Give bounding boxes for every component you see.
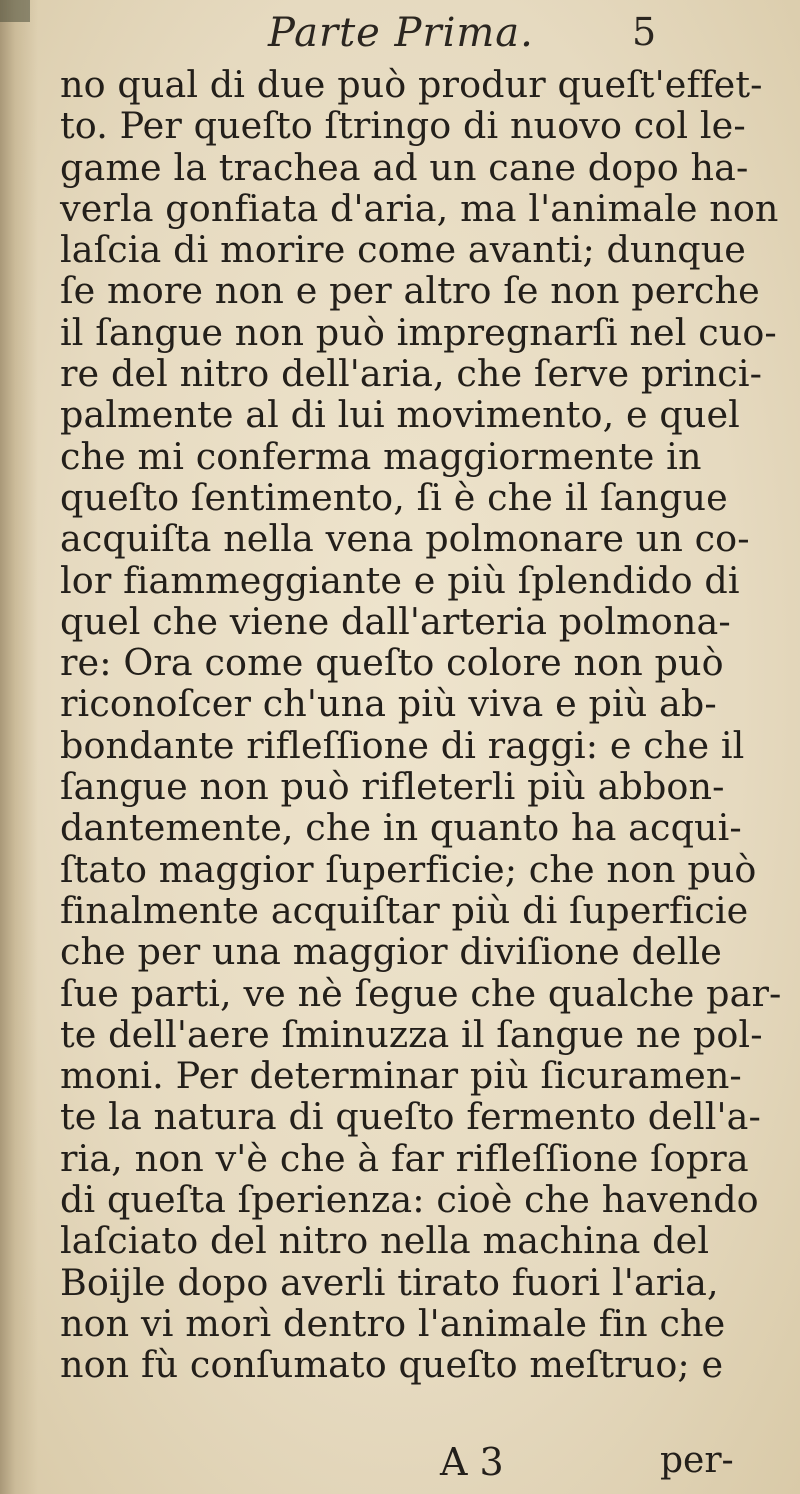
text-line: ſtato maggior ſuperficie; che non può xyxy=(60,847,757,891)
text-line: non fù conſumato queſto meſtruo; e xyxy=(60,1343,724,1387)
page-header xyxy=(0,4,800,66)
text-line: te dell'aere ſminuzza il ſangue ne pol- xyxy=(60,1012,763,1056)
text-line: dantemente, che in quanto ha acqui- xyxy=(60,806,742,850)
signature-mark: A 3 xyxy=(440,1440,504,1484)
text-line: riconoſcer ch'una più viva e più ab- xyxy=(60,682,717,726)
page-number: 5 xyxy=(632,10,657,54)
text-line: laſcia di morire come avanti; dunque xyxy=(60,228,746,272)
text-line: che mi conferma maggiormente in xyxy=(60,434,702,478)
text-line: ſe more non e per altro ſe non perche xyxy=(60,269,760,313)
body-text xyxy=(60,64,790,1386)
binding-shadow xyxy=(0,0,38,1494)
text-line: palmente al di lui movimento, e quel xyxy=(60,393,740,437)
text-line: bondante rifleſſione di raggi: e che il xyxy=(60,723,745,767)
running-head: Parte Prima. xyxy=(268,10,534,56)
text-line: verla gonfiata d'aria, ma l'animale non xyxy=(60,186,779,230)
text-line: Boijle dopo averli tirato fuori l'aria, xyxy=(60,1260,719,1304)
text-line: il ſangue non può impregnarſi nel cuo- xyxy=(60,310,777,354)
text-line: lor fiammeggiante e più ſplendido di xyxy=(60,558,740,602)
text-line: queſto ſentimento, ſi è che il ſangue xyxy=(60,475,728,519)
page-footer xyxy=(0,1440,800,1490)
text-line: finalmente acquiſtar più di ſuperficie xyxy=(60,888,749,932)
text-line: quel che viene dall'arteria polmona- xyxy=(60,599,731,643)
text-line: di queſta ſperienza: cioè che havendo xyxy=(60,1178,759,1222)
text-line: re del nitro dell'aria, che ſerve princi- xyxy=(60,352,763,396)
text-line: re: Ora come queſto colore non può xyxy=(60,641,724,685)
text-line: ſue parti, ve nè ſegue che qualche par- xyxy=(60,971,782,1015)
text-line: to. Per queſto ſtringo di nuovo col le- xyxy=(60,104,746,148)
text-line: laſciato del nitro nella machina del xyxy=(60,1219,710,1263)
text-line: non vi morì dentro l'animale fin che xyxy=(60,1301,726,1345)
text-line: no qual di due può produr queſt'effet- xyxy=(60,63,763,106)
text-line: ria, non v'è che à far rifleſſione ſopra xyxy=(60,1136,749,1180)
text-line: che per una maggior diviſione delle xyxy=(60,930,722,974)
text-line: ſangue non può rifleterli più abbon- xyxy=(60,765,725,809)
catchword: per- xyxy=(660,1440,734,1481)
text-line: acquiſta nella vena polmonare un co- xyxy=(60,517,750,561)
text-line: te la natura di queſto fermento dell'a- xyxy=(60,1095,761,1139)
text-line: game la trachea ad un cane dopo ha- xyxy=(60,145,749,189)
text-line: moni. Per determinar più ſicuramen- xyxy=(60,1054,742,1098)
